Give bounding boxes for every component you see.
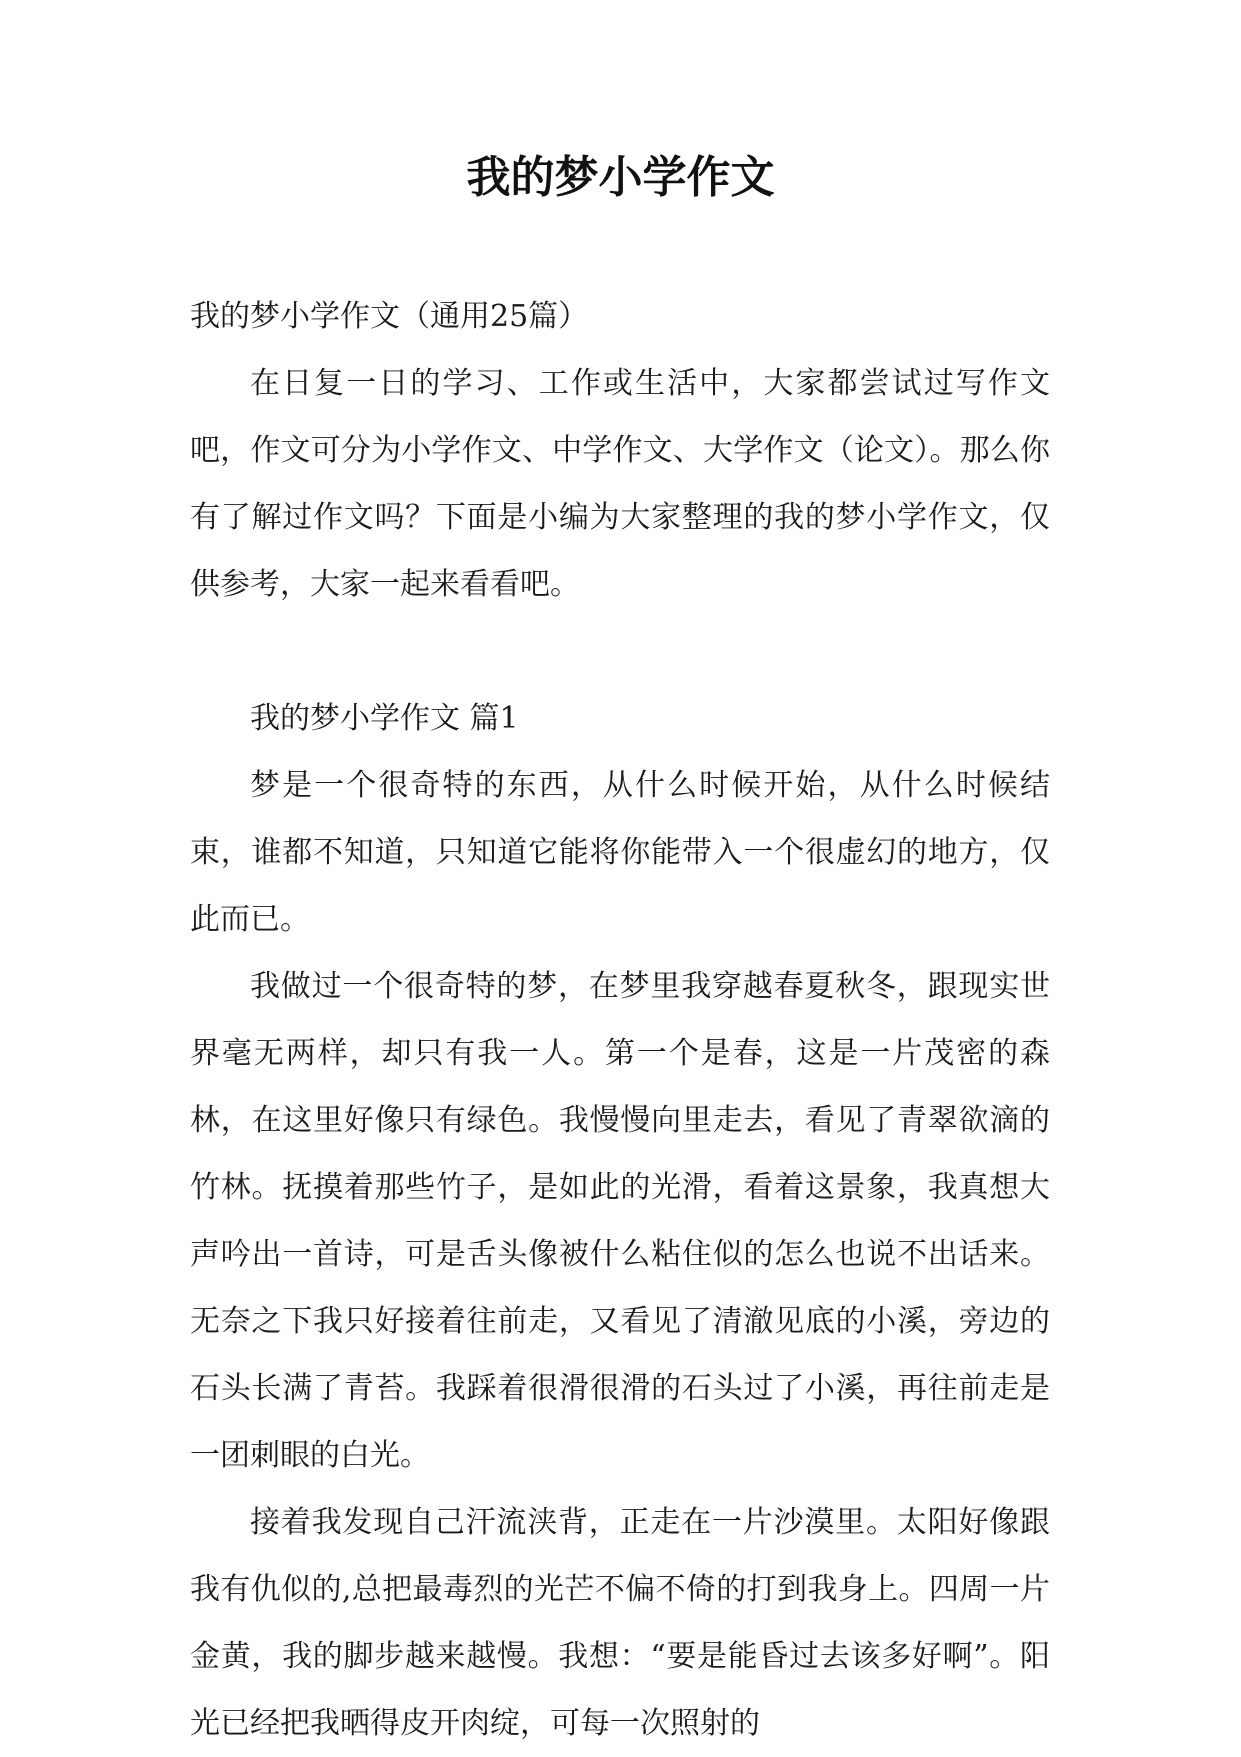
body-paragraph: 梦是一个很奇特的东西，从什么时候开始，从什么时候结束，谁都不知道，只知道它能将你能带入一个很虚幻的地方，仅此而已。 [190,768,1050,937]
body-paragraph: 接着我发现自己汗流浃背，正走在一片沙漠里。太阳好像跟我有仇似的,总把最毒烈的光芒不偏不倚的打到我身上。四周一片金黄，我的脚步越来越慢。我想：“要是能昏过去该多好啊”。阳光已经把我晒得皮开肉绽，可每一次照射的 [190,1505,1050,1741]
section-spacer [190,618,1050,685]
document-subtitle: 我的梦小学作文（通用25篇） [190,299,589,334]
intro-paragraph: 在日复一日的学习、工作或生活中，大家都尝试过写作文吧，作文可分为小学作文、中学作文、大学作文（论文）。那么你有了解过作文吗？下面是小编为大家整理的我的梦小学作文，仅供参考，大家一起来看看吧。 [190,366,1050,602]
document-title: 我的梦小学作文 [466,152,775,203]
section-heading: 我的梦小学作文 篇1 [250,701,519,736]
body-paragraph: 我做过一个很奇特的梦，在梦里我穿越春夏秋冬，跟现实世界毫无两样，却只有我一人。第一个是春，这是一片茂密的森林，在这里好像只有绿色。我慢慢向里走去，看见了青翠欲滴的竹林。抚摸着那些竹子，是如此的光滑，看着这景象，我真想大声吟出一首诗，可是舌头像被什么粘住似的怎么也说不出话来。无奈之下我只好接着往前走，又看见了清澈见底的小溪，旁边的石头长满了青苔。我踩着很滑很滑的石头过了小溪，再往前走是一团刺眼的白光。 [190,969,1050,1473]
document-body [190,283,1050,1757]
